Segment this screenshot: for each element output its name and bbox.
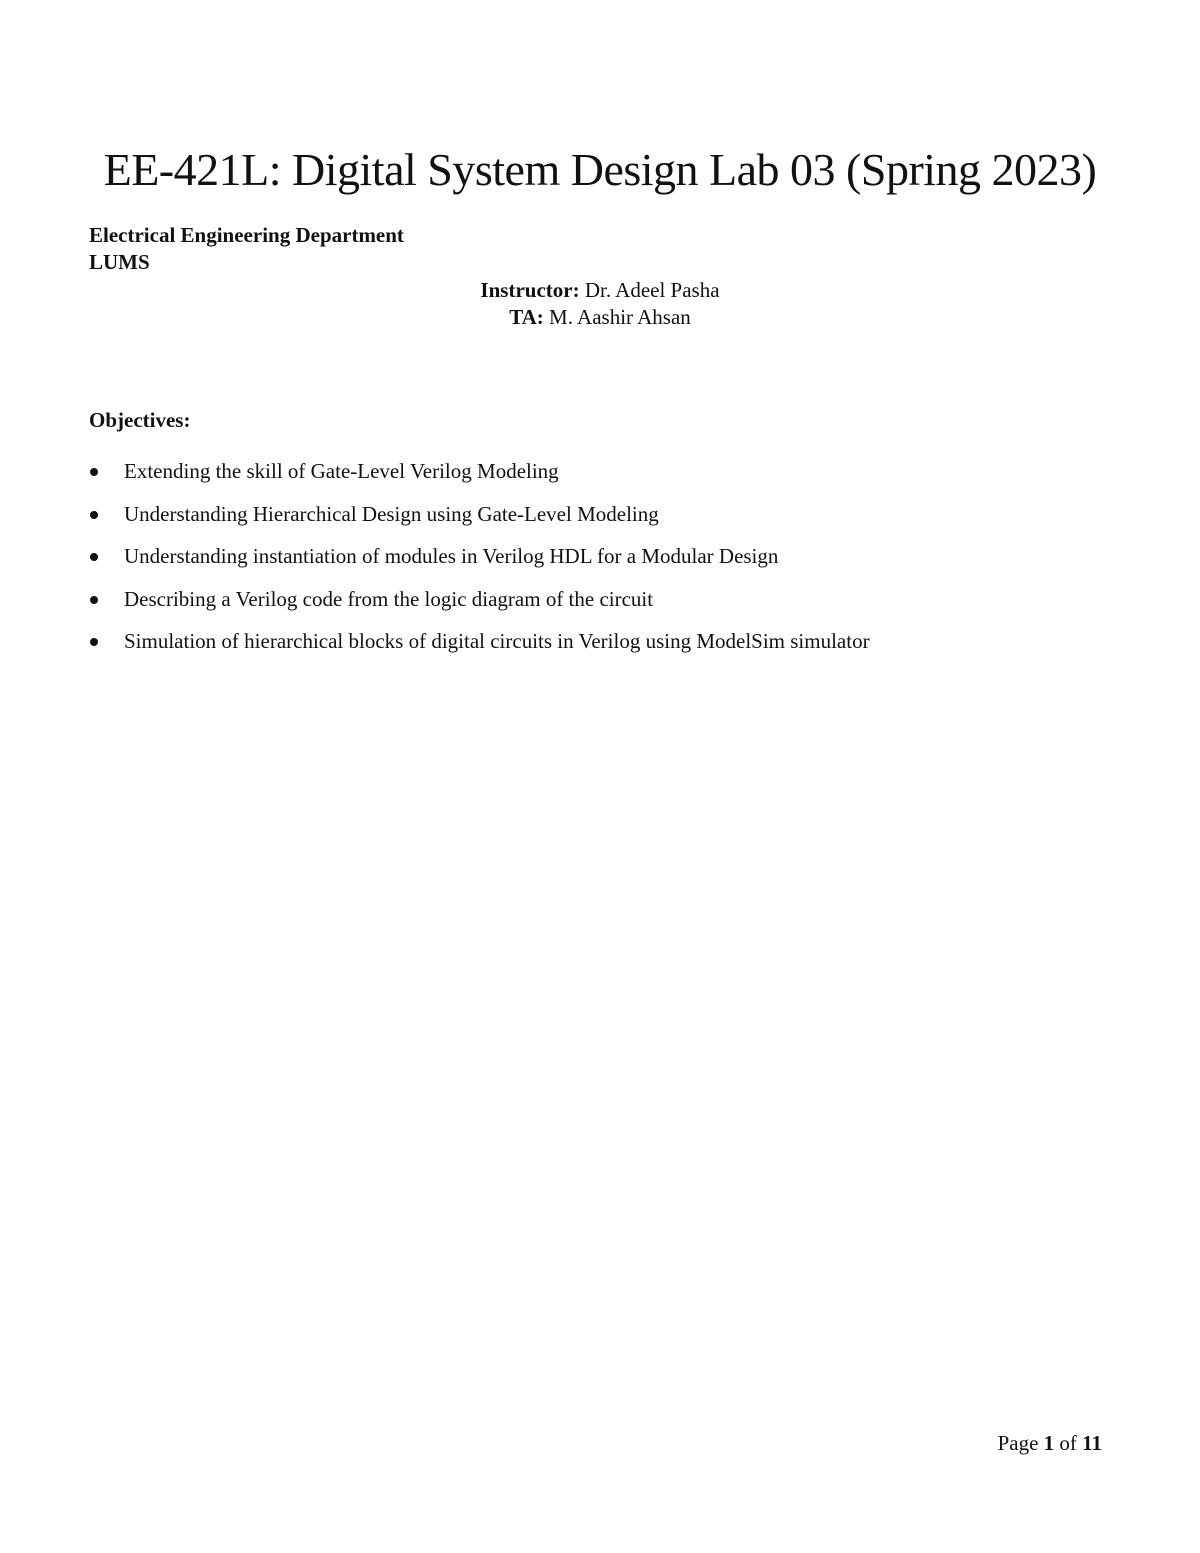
- total-pages-number: 11: [1082, 1431, 1102, 1455]
- document-title: EE-421L: Digital System Design Lab 03 (Spring 2023): [103, 144, 1097, 195]
- bullet-icon: [90, 511, 98, 519]
- objective-text: Simulation of hierarchical blocks of digital circuits in Verilog using ModelSim simulator: [124, 629, 870, 653]
- page-number-footer: [998, 1430, 1102, 1457]
- objective-text: Understanding instantiation of modules in Verilog HDL for a Modular Design: [124, 544, 779, 568]
- objectives-heading: Objectives:: [89, 408, 191, 432]
- objective-item: [89, 586, 870, 629]
- objective-item: [89, 628, 870, 671]
- ta-label: TA:: [509, 305, 544, 329]
- objective-item: [89, 543, 870, 586]
- objective-text: Describing a Verilog code from the logic diagram of the circuit: [124, 586, 654, 611]
- affiliation-block: [89, 222, 404, 276]
- bullet-icon: [90, 596, 98, 604]
- ta-line: [0, 304, 1200, 331]
- objective-text: Understanding Hierarchical Design using Gate-Level Modeling: [124, 501, 659, 526]
- of-word: of: [1059, 1431, 1077, 1455]
- bullet-icon: [90, 553, 98, 561]
- department-name: Electrical Engineering Department: [89, 223, 404, 247]
- university-name: LUMS: [89, 250, 150, 274]
- objective-item: [89, 501, 870, 544]
- staff-block: [0, 277, 1200, 331]
- objective-text: Extending the skill of Gate-Level Verilog Modeling: [124, 459, 559, 483]
- instructor-line: [0, 277, 1200, 304]
- objective-item: [89, 458, 870, 501]
- ta-name: M. Aashir Ahsan: [549, 305, 691, 329]
- bullet-icon: [90, 638, 98, 646]
- instructor-label: Instructor:: [480, 278, 580, 302]
- objectives-list: [89, 458, 870, 671]
- bullet-icon: [90, 468, 98, 476]
- instructor-name: Dr. Adeel Pasha: [584, 278, 720, 302]
- page-word: Page: [997, 1431, 1039, 1455]
- current-page-number: 1: [1043, 1431, 1055, 1455]
